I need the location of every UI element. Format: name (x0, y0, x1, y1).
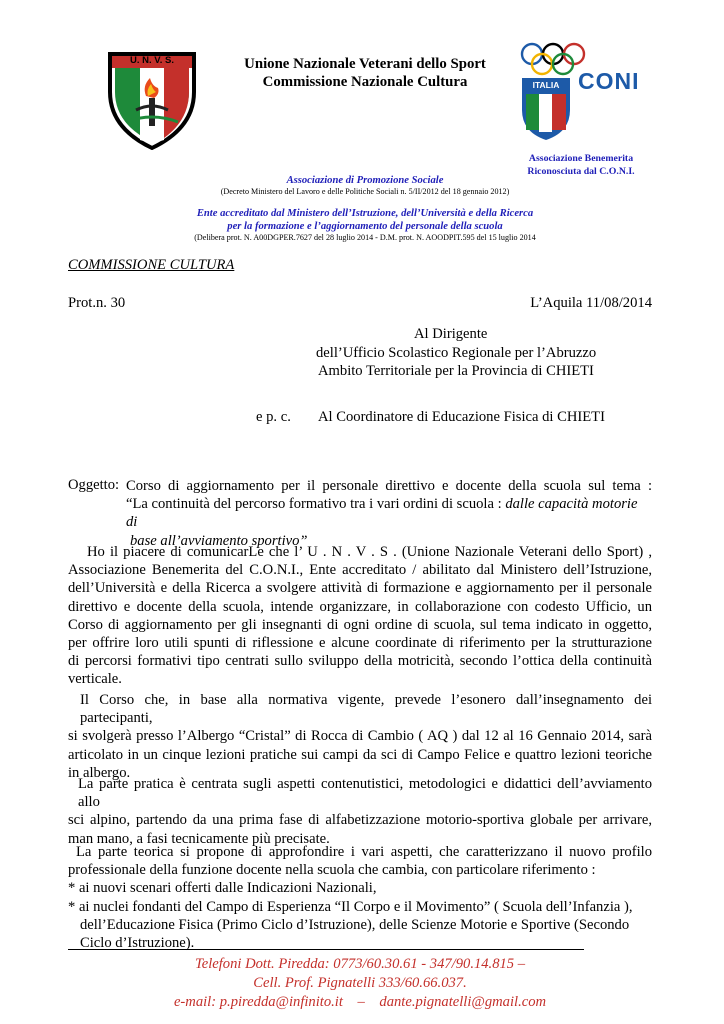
subject-line-2a: “La continuità del percorso formativo tra i vari ordini di scuola : (126, 496, 506, 513)
protocol-number: Prot.n. 30 (68, 295, 126, 311)
para2-line: Il Corso che, in base alla normativa vigente, prevede l’esonero dall’insegnamento dei partecipanti, (80, 692, 652, 727)
para4-line: professionale della funzione docente nella scuola che cambia, con particolare riferimento : (68, 862, 596, 879)
addressee-line-2: dell’Ufficio Scolastico Regionale per l’Abruzzo (316, 344, 597, 361)
footer (68, 955, 652, 1012)
paragraph-course (68, 691, 652, 782)
subject-text (126, 477, 652, 550)
para1-line: verticale. (68, 671, 122, 688)
coni-wordmark: CONI (578, 68, 640, 94)
para1-line: Ho il piacere di comunicarLe che l’ U . N . V . S . (Unione Nazionale Veterani dello Sport) , (87, 544, 652, 560)
subject-line-3: base all’avviamento sportivo” (130, 532, 308, 549)
subject-label: Oggetto: (68, 477, 120, 493)
addressee-line-1: Al Dirigente (414, 326, 488, 342)
para1-line: di percorsi formativi tipo centrati sullo sviluppo della motricità, secondo l’ottica della continuità (68, 653, 652, 670)
para4-line: Ciclo d’Istruzione). (80, 935, 195, 952)
aps-title: Associazione di Promozione Sociale (286, 175, 444, 186)
paragraph-intro (68, 543, 652, 689)
subject-line-1: Corso di aggiornamento per il personale direttivo e docente della scuola sul tema : (126, 478, 652, 494)
addressee-line-3: Ambito Territoriale per la Provincia di CHIETI (318, 363, 594, 379)
para1-line: direttivo e docente della scuola, intende organizzare, in collaborazione con codesto Ufficio, un (68, 598, 652, 615)
para1-line: dell’Università e della Ricerca a svolgere attività di formazione e aggiornamento per il personale (68, 580, 652, 597)
epc-label: e p. c. (256, 409, 291, 425)
footer-email-2[interactable]: dante.pignatelli@gmail.com (379, 994, 547, 1010)
para4-line: La parte teorica si propone di approfondire i vari aspetti, che caratterizzano il nuovo profilo (76, 844, 652, 860)
footer-cell: Cell. Prof. Pignatelli 333/60.66.037. (253, 975, 467, 991)
italia-label: ITALIA (532, 80, 560, 90)
para4-line: dell’Educazione Fisica (Primo Ciclo d’Istruzione), delle Scienze Motorie e Sportive (Secondo (80, 916, 630, 933)
section-title: COMMISSIONE CULTURA (68, 257, 235, 273)
para2-line: si svolgerà presso l’Albergo “Cristal” di Rocca di Cambio ( AQ ) dal 12 al 16 Gennaio 2014, sarà (68, 728, 652, 745)
footer-email-1[interactable]: e-mail: p.piredda@infinito.it (173, 994, 343, 1010)
para1-line: Associazione Benemerita del C.O.N.I., Ente accreditato / abilitato dal Ministero dell’Istruzione, (68, 562, 652, 579)
paragraph-theory (68, 843, 652, 952)
coni-logo (516, 40, 644, 142)
epc-addressee: Al Coordinatore di Educazione Fisica di CHIETI (318, 409, 605, 425)
coni-caption-1: Associazione Benemerita (528, 153, 634, 164)
coni-caption-2: Riconosciuta dal C.O.N.I. (527, 166, 635, 177)
ente-line-2: per la formazione e l’aggiornamento del personale della scuola (227, 221, 503, 232)
ente-line-1: Ente accreditato dal Ministero dell’Istruzione, dell’Università e della Ricerca (196, 208, 534, 219)
para4-bullet: * ai nuclei fondanti del Campo di Esperienza “Il Corpo e il Movimento” ( Scuola dell’Infanzia ), (68, 898, 633, 915)
para4-bullet: * ai nuovi scenari offerti dalle Indicazioni Nazionali, (68, 880, 377, 897)
para1-line: per offrire loro utili spunti di riflessione e alcune coordinate di riferimento per la strutturazione (68, 635, 652, 652)
subject-line-2b: dalle capacità motorie di (126, 496, 638, 531)
footer-phones: Telefoni Dott. Piredda: 0773/60.30.61 - 347/90.14.815 – (194, 956, 526, 972)
para3-line: sci alpino, partendo da una prima fase di alfabetizzazione motorio-sportiva globale per arrivare, (68, 812, 652, 829)
place-date: L’Aquila 11/08/2014 (530, 295, 652, 311)
aps-decree: (Decreto Ministero del Lavoro e delle Politiche Sociali n. 5/II/2012 del 18 gennaio 2012) (220, 187, 510, 196)
footer-dash: – (357, 994, 365, 1010)
para1-line: Corso di aggiornamento per gli insegnanti di ogni ordine di scuola, sul tema indicato in oggetto, (68, 616, 652, 633)
unvs-logo-text: U. N. V. S. (130, 55, 174, 66)
para2-line: in albergo. (68, 764, 131, 781)
commission-name: Commissione Nazionale Cultura (262, 74, 468, 90)
footer-divider (68, 949, 584, 950)
para2-line: articolato in un cinque lezioni pratiche sui campi da sci di Campo Felice e quattro lezioni teoriche (68, 746, 652, 763)
para3-line: man mano, a fasi tecnicamente più precisate. (68, 830, 330, 847)
para3-line: La parte pratica è centrata sugli aspetti contenutistici, metodologici e didattici dell’avviamento allo (78, 776, 652, 811)
org-name: Unione Nazionale Veterani dello Sport (244, 56, 486, 72)
unvs-logo (106, 50, 198, 150)
paragraph-practical (68, 775, 652, 848)
ente-delibera: (Delibera prot. N. A00DGPER.7627 del 28 luglio 2014 - D.M. prot. N. AOODPIT.595 del 15 luglio 2014 (194, 233, 536, 242)
